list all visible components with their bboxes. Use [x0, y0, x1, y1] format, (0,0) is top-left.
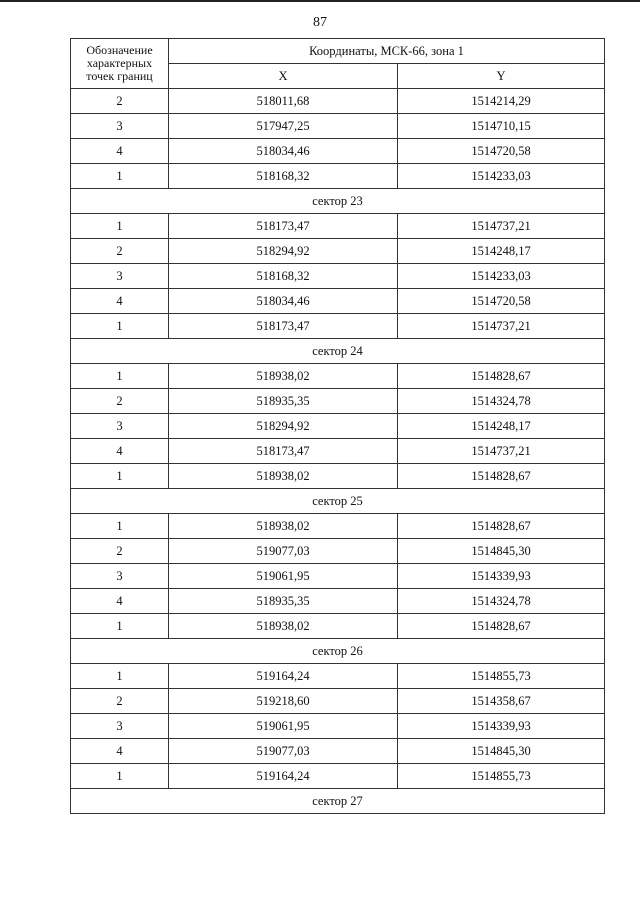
point-number-cell: 1 — [71, 464, 169, 489]
x-coordinate-cell: 518938,02 — [169, 514, 398, 539]
x-coordinate-cell: 518294,92 — [169, 414, 398, 439]
sector-row — [71, 789, 605, 814]
table-row — [71, 439, 605, 464]
table-row — [71, 589, 605, 614]
point-column-header — [71, 39, 169, 89]
y-coordinate-cell: 1514828,67 — [398, 614, 605, 639]
sector-row — [71, 639, 605, 664]
y-coordinate-cell: 1514358,67 — [398, 689, 605, 714]
y-coordinate-cell: 1514720,58 — [398, 139, 605, 164]
x-coordinate-cell: 518011,68 — [169, 89, 398, 114]
table-row — [71, 564, 605, 589]
x-coordinate-cell: 518173,47 — [169, 314, 398, 339]
sector-label: сектор 26 — [71, 639, 605, 664]
x-column-header: X — [169, 64, 398, 89]
point-number-cell: 1 — [71, 314, 169, 339]
y-coordinate-cell: 1514324,78 — [398, 589, 605, 614]
sector-row — [71, 489, 605, 514]
point-number-cell: 3 — [71, 414, 169, 439]
y-coordinate-cell: 1514214,29 — [398, 89, 605, 114]
sector-row — [71, 339, 605, 364]
point-number-cell: 1 — [71, 764, 169, 789]
sector-label: сектор 27 — [71, 789, 605, 814]
point-number-cell: 1 — [71, 364, 169, 389]
y-coordinate-cell: 1514233,03 — [398, 264, 605, 289]
x-coordinate-cell: 519164,24 — [169, 664, 398, 689]
table-row — [71, 89, 605, 114]
table-row — [71, 689, 605, 714]
point-number-cell: 2 — [71, 389, 169, 414]
table-row — [71, 214, 605, 239]
table-row — [71, 114, 605, 139]
point-number-cell: 1 — [71, 214, 169, 239]
y-coordinate-cell: 1514710,15 — [398, 114, 605, 139]
x-coordinate-cell: 517947,25 — [169, 114, 398, 139]
x-coordinate-cell: 518294,92 — [169, 239, 398, 264]
point-number-cell: 3 — [71, 114, 169, 139]
coordinates-header: Координаты, МСК-66, зона 1 — [169, 39, 605, 64]
y-coordinate-cell: 1514248,17 — [398, 239, 605, 264]
table-row — [71, 764, 605, 789]
x-coordinate-cell: 518034,46 — [169, 139, 398, 164]
y-coordinate-cell: 1514845,30 — [398, 739, 605, 764]
y-coordinate-cell: 1514828,67 — [398, 464, 605, 489]
point-number-cell: 2 — [71, 539, 169, 564]
point-number-cell: 1 — [71, 514, 169, 539]
point-number-cell: 4 — [71, 589, 169, 614]
table-row — [71, 714, 605, 739]
table-row — [71, 539, 605, 564]
sector-row — [71, 189, 605, 214]
point-number-cell: 3 — [71, 714, 169, 739]
point-number-cell: 3 — [71, 564, 169, 589]
sector-label: сектор 24 — [71, 339, 605, 364]
x-coordinate-cell: 518034,46 — [169, 289, 398, 314]
x-coordinate-cell: 518173,47 — [169, 214, 398, 239]
y-coordinate-cell: 1514324,78 — [398, 389, 605, 414]
table-row — [71, 514, 605, 539]
sector-label: сектор 23 — [71, 189, 605, 214]
y-coordinate-cell: 1514737,21 — [398, 214, 605, 239]
y-coordinate-cell: 1514828,67 — [398, 514, 605, 539]
point-number-cell: 4 — [71, 289, 169, 314]
y-coordinate-cell: 1514339,93 — [398, 714, 605, 739]
y-coordinate-cell: 1514248,17 — [398, 414, 605, 439]
x-coordinate-cell: 518168,32 — [169, 264, 398, 289]
table-row — [71, 314, 605, 339]
x-coordinate-cell: 519164,24 — [169, 764, 398, 789]
page-number: 87 — [313, 15, 327, 30]
x-coordinate-cell: 518935,35 — [169, 589, 398, 614]
x-coordinate-cell: 519061,95 — [169, 564, 398, 589]
point-number-cell: 2 — [71, 89, 169, 114]
y-coordinate-cell: 1514855,73 — [398, 764, 605, 789]
point-number-cell: 1 — [71, 664, 169, 689]
table-row — [71, 139, 605, 164]
table-row — [71, 664, 605, 689]
table-row — [71, 164, 605, 189]
x-coordinate-cell: 519077,03 — [169, 739, 398, 764]
point-number-cell: 4 — [71, 739, 169, 764]
table-row — [71, 239, 605, 264]
point-number-cell: 1 — [71, 614, 169, 639]
point-header-line-1: Обозначение — [86, 43, 153, 57]
x-coordinate-cell: 519061,95 — [169, 714, 398, 739]
sector-label: сектор 25 — [71, 489, 605, 514]
point-header-line-2: характерных — [86, 56, 153, 70]
table-row — [71, 389, 605, 414]
table-row — [71, 614, 605, 639]
y-coordinate-cell: 1514828,67 — [398, 364, 605, 389]
x-coordinate-cell: 519077,03 — [169, 539, 398, 564]
coordinates-table-body — [71, 89, 605, 814]
table-row — [71, 739, 605, 764]
table-row — [71, 464, 605, 489]
y-coordinate-cell: 1514720,58 — [398, 289, 605, 314]
point-number-cell: 4 — [71, 439, 169, 464]
y-coordinate-cell: 1514233,03 — [398, 164, 605, 189]
y-column-header: Y — [398, 64, 605, 89]
table-row — [71, 414, 605, 439]
x-coordinate-cell: 518938,02 — [169, 614, 398, 639]
point-number-cell: 1 — [71, 164, 169, 189]
y-coordinate-cell: 1514737,21 — [398, 314, 605, 339]
x-coordinate-cell: 518938,02 — [169, 364, 398, 389]
table-row — [71, 364, 605, 389]
point-header-line-3: точек границ — [86, 69, 153, 83]
table-row — [71, 264, 605, 289]
y-coordinate-cell: 1514339,93 — [398, 564, 605, 589]
point-number-cell: 2 — [71, 239, 169, 264]
y-coordinate-cell: 1514737,21 — [398, 439, 605, 464]
x-coordinate-cell: 518173,47 — [169, 439, 398, 464]
x-coordinate-cell: 518938,02 — [169, 464, 398, 489]
page-top-border — [0, 0, 640, 2]
x-coordinate-cell: 518168,32 — [169, 164, 398, 189]
table-row — [71, 289, 605, 314]
point-number-cell: 3 — [71, 264, 169, 289]
y-coordinate-cell: 1514845,30 — [398, 539, 605, 564]
point-number-cell: 4 — [71, 139, 169, 164]
x-coordinate-cell: 519218,60 — [169, 689, 398, 714]
y-coordinate-cell: 1514855,73 — [398, 664, 605, 689]
x-coordinate-cell: 518935,35 — [169, 389, 398, 414]
coordinates-table — [70, 38, 605, 814]
point-number-cell: 2 — [71, 689, 169, 714]
